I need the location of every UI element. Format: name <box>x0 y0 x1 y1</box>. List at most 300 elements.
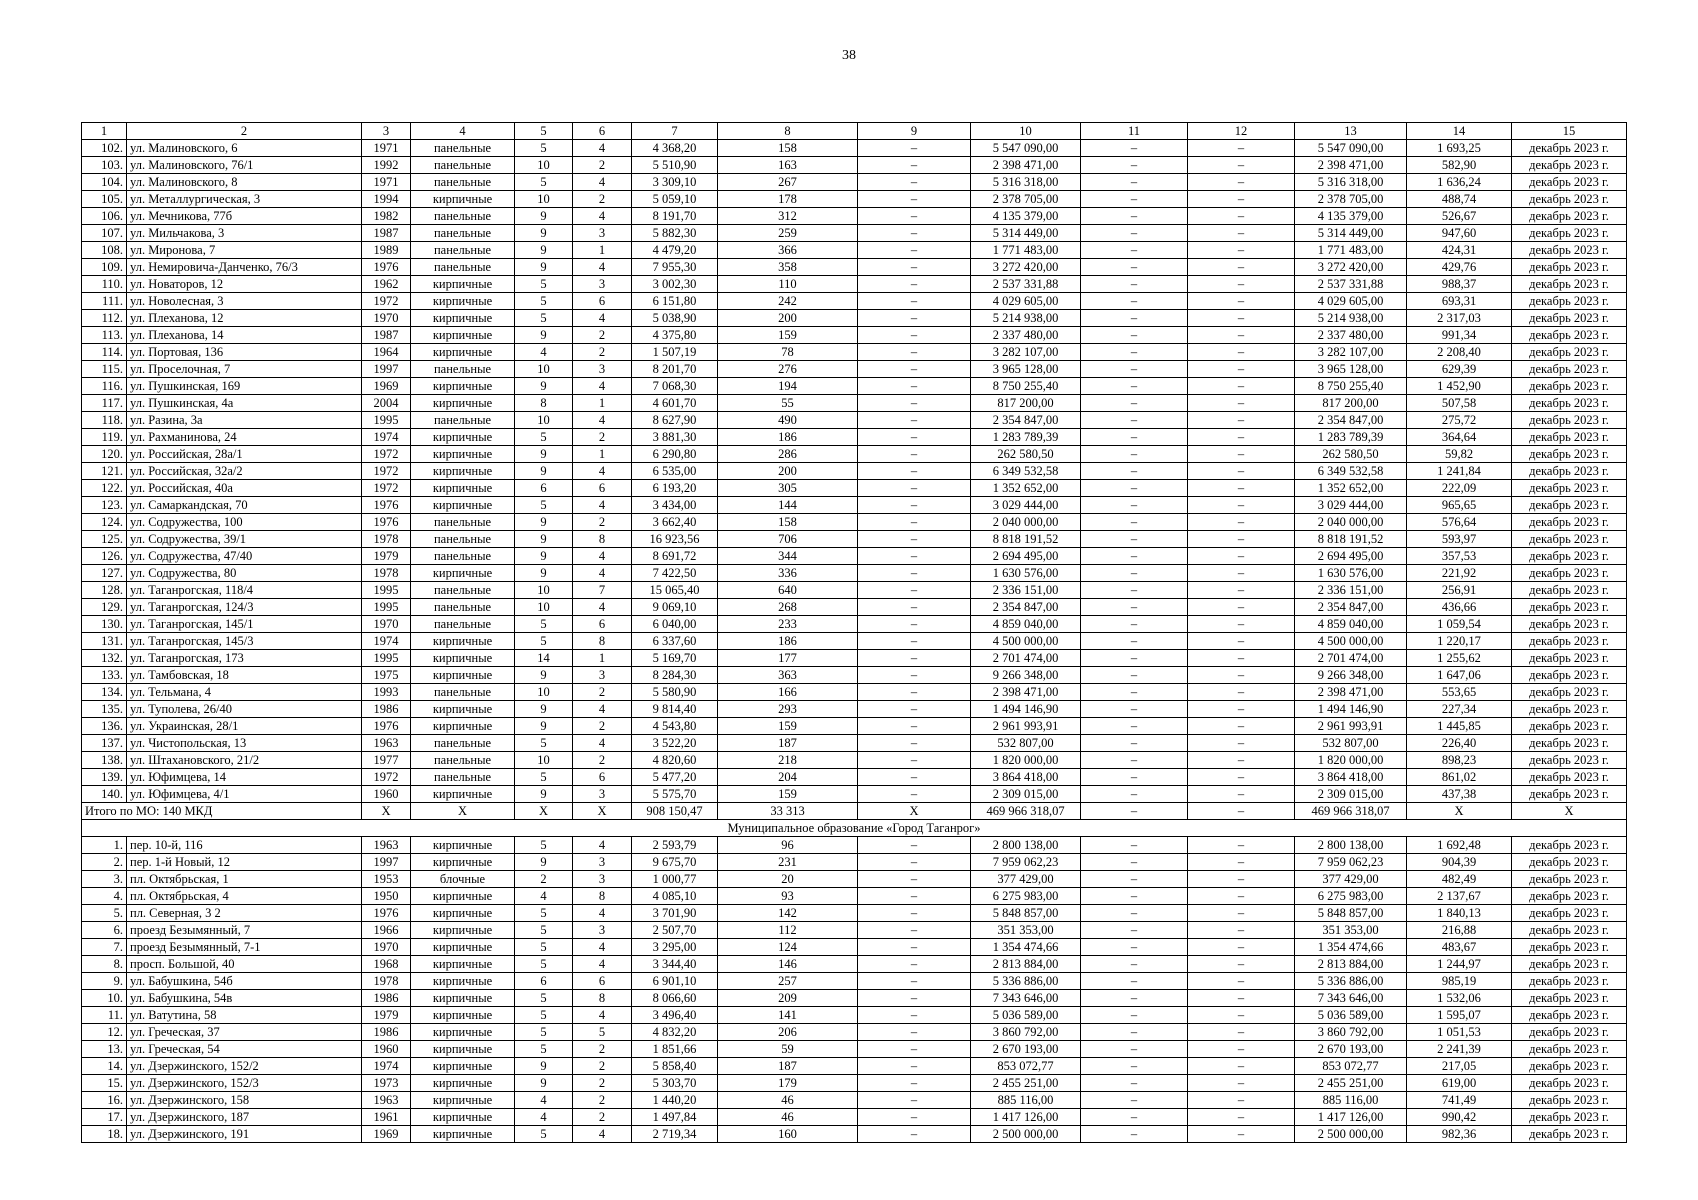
col-12-cell: – <box>1188 667 1295 684</box>
total-cost-cell: 5 316 318,00 <box>971 174 1081 191</box>
completion-date-cell: декабрь 2023 г. <box>1512 327 1627 344</box>
column-number-cell: 13 <box>1295 123 1407 140</box>
total-cost-cell: 1 771 483,00 <box>971 242 1081 259</box>
unit-cost-cell: 1 840,13 <box>1407 905 1512 922</box>
table-row <box>82 854 1627 871</box>
total-area-cell: 2 719,34 <box>632 1126 718 1143</box>
floors-cell: 10 <box>515 599 573 616</box>
total-area-cell: 8 191,70 <box>632 208 718 225</box>
row-number-cell: 133. <box>82 667 127 684</box>
floors-cell: 9 <box>515 514 573 531</box>
unit-cost-cell: 1 692,48 <box>1407 837 1512 854</box>
fund-cost-cell: 6 275 983,00 <box>1295 888 1407 905</box>
total-area-cell: 8 201,70 <box>632 361 718 378</box>
floors-cell: 5 <box>515 140 573 157</box>
col-11-cell: – <box>1081 310 1188 327</box>
address-cell: ул. Немировича-Данченко, 76/3 <box>127 259 362 276</box>
col-12-cell: – <box>1188 633 1295 650</box>
residents-cell: 141 <box>718 1007 858 1024</box>
total-cost-cell: 2 701 474,00 <box>971 650 1081 667</box>
unit-cost-cell: 1 595,07 <box>1407 1007 1512 1024</box>
col-12-cell: – <box>1188 922 1295 939</box>
wall-material-cell: панельные <box>411 752 515 769</box>
year-built-cell: 1972 <box>362 480 411 497</box>
col-11-cell: – <box>1081 871 1188 888</box>
floors-cell: 4 <box>515 1092 573 1109</box>
entrances-cell: 4 <box>573 599 632 616</box>
wall-material-cell: кирпичные <box>411 786 515 803</box>
fund-cost-cell: 2 670 193,00 <box>1295 1041 1407 1058</box>
fund-cost-cell: 4 135 379,00 <box>1295 208 1407 225</box>
residents-cell: 209 <box>718 990 858 1007</box>
floors-cell: 2 <box>515 871 573 888</box>
wall-material-cell: кирпичные <box>411 1058 515 1075</box>
residents-cell: 187 <box>718 1058 858 1075</box>
table-row <box>82 1041 1627 1058</box>
wall-material-cell: кирпичные <box>411 276 515 293</box>
total-area-cell: 8 627,90 <box>632 412 718 429</box>
col-9-cell: – <box>858 480 971 497</box>
year-built-cell: 1976 <box>362 497 411 514</box>
wall-material-cell: кирпичные <box>411 905 515 922</box>
col-12-cell: – <box>1188 548 1295 565</box>
completion-date-cell: декабрь 2023 г. <box>1512 1058 1627 1075</box>
wall-material-cell: панельные <box>411 225 515 242</box>
floors-cell: 9 <box>515 208 573 225</box>
entrances-cell: 2 <box>573 1041 632 1058</box>
year-built-cell: 1972 <box>362 446 411 463</box>
total-area-cell: 7 422,50 <box>632 565 718 582</box>
table-row <box>82 480 1627 497</box>
floors-cell: 9 <box>515 1058 573 1075</box>
col-11-cell: – <box>1081 208 1188 225</box>
floors-cell: 10 <box>515 684 573 701</box>
col-12-cell: – <box>1188 514 1295 531</box>
total-area-cell: 15 065,40 <box>632 582 718 599</box>
table-row <box>82 1109 1627 1126</box>
total-cost-cell: 8 750 255,40 <box>971 378 1081 395</box>
address-cell: ул. Дзержинского, 152/3 <box>127 1075 362 1092</box>
floors-cell: 9 <box>515 531 573 548</box>
col-12-cell: – <box>1188 888 1295 905</box>
column-number-cell: 6 <box>573 123 632 140</box>
year-built-cell: 1978 <box>362 531 411 548</box>
address-cell: ул. Дзержинского, 152/2 <box>127 1058 362 1075</box>
completion-date-cell: декабрь 2023 г. <box>1512 684 1627 701</box>
year-built-cell: 1978 <box>362 565 411 582</box>
floors-cell: 4 <box>515 344 573 361</box>
year-built-cell: 1970 <box>362 616 411 633</box>
col-9-cell: – <box>858 565 971 582</box>
entrances-cell: 2 <box>573 191 632 208</box>
total-cost-cell: 3 860 792,00 <box>971 1024 1081 1041</box>
completion-date-cell: декабрь 2023 г. <box>1512 361 1627 378</box>
total-cost-cell: 1 417 126,00 <box>971 1109 1081 1126</box>
entrances-cell: 4 <box>573 497 632 514</box>
floors-cell: 5 <box>515 1024 573 1041</box>
completion-date-cell: декабрь 2023 г. <box>1512 140 1627 157</box>
col-9-cell: – <box>858 701 971 718</box>
total-cost-cell: 1 494 146,90 <box>971 701 1081 718</box>
year-built-cell: 1970 <box>362 310 411 327</box>
col-9-cell: – <box>858 1109 971 1126</box>
wall-material-cell: кирпичные <box>411 480 515 497</box>
col-12-cell: – <box>1188 1075 1295 1092</box>
unit-cost-cell: 619,00 <box>1407 1075 1512 1092</box>
col-11-cell: – <box>1081 242 1188 259</box>
completion-date-cell: декабрь 2023 г. <box>1512 1092 1627 1109</box>
col-9-cell: – <box>858 769 971 786</box>
row-number-cell: 17. <box>82 1109 127 1126</box>
entrances-cell: 1 <box>573 446 632 463</box>
wall-material-cell: кирпичные <box>411 701 515 718</box>
wall-material-cell: кирпичные <box>411 956 515 973</box>
residents-cell: 146 <box>718 956 858 973</box>
col-12-cell: – <box>1188 565 1295 582</box>
address-cell: ул. Мильчакова, 3 <box>127 225 362 242</box>
total-cost-cell: 2 500 000,00 <box>971 1126 1081 1143</box>
table-row <box>82 718 1627 735</box>
fund-cost-cell: 1 771 483,00 <box>1295 242 1407 259</box>
wall-material-cell: кирпичные <box>411 327 515 344</box>
unit-cost-cell: 2 208,40 <box>1407 344 1512 361</box>
address-cell: ул. Юфимцева, 14 <box>127 769 362 786</box>
table-row <box>82 310 1627 327</box>
completion-date-cell: декабрь 2023 г. <box>1512 871 1627 888</box>
address-cell: ул. Туполева, 26/40 <box>127 701 362 718</box>
floors-cell: 5 <box>515 922 573 939</box>
col-9-cell: – <box>858 1007 971 1024</box>
col-12-cell: – <box>1188 582 1295 599</box>
row-number-cell: 130. <box>82 616 127 633</box>
total-value-cell: 908 150,47 <box>632 803 718 820</box>
wall-material-cell: панельные <box>411 174 515 191</box>
completion-date-cell: декабрь 2023 г. <box>1512 939 1627 956</box>
residents-cell: 55 <box>718 395 858 412</box>
fund-cost-cell: 2 309 015,00 <box>1295 786 1407 803</box>
fund-cost-cell: 4 029 605,00 <box>1295 293 1407 310</box>
fund-cost-cell: 2 961 993,91 <box>1295 718 1407 735</box>
completion-date-cell: декабрь 2023 г. <box>1512 837 1627 854</box>
residents-cell: 158 <box>718 514 858 531</box>
col-12-cell: – <box>1188 378 1295 395</box>
year-built-cell: 1992 <box>362 157 411 174</box>
col-9-cell: – <box>858 1126 971 1143</box>
fund-cost-cell: 1 354 474,66 <box>1295 939 1407 956</box>
col-11-cell: – <box>1081 259 1188 276</box>
fund-cost-cell: 2 337 480,00 <box>1295 327 1407 344</box>
col-12-cell: – <box>1188 837 1295 854</box>
col-11-cell: – <box>1081 395 1188 412</box>
unit-cost-cell: 582,90 <box>1407 157 1512 174</box>
col-12-cell: – <box>1188 446 1295 463</box>
completion-date-cell: декабрь 2023 г. <box>1512 480 1627 497</box>
unit-cost-cell: 982,36 <box>1407 1126 1512 1143</box>
wall-material-cell: панельные <box>411 208 515 225</box>
total-cost-cell: 853 072,77 <box>971 1058 1081 1075</box>
row-number-cell: 131. <box>82 633 127 650</box>
fund-cost-cell: 3 860 792,00 <box>1295 1024 1407 1041</box>
fund-cost-cell: 351 353,00 <box>1295 922 1407 939</box>
total-value-cell: Х <box>573 803 632 820</box>
address-cell: проезд Безымянный, 7-1 <box>127 939 362 956</box>
wall-material-cell: кирпичные <box>411 1092 515 1109</box>
year-built-cell: 1986 <box>362 701 411 718</box>
entrances-cell: 8 <box>573 531 632 548</box>
fund-cost-cell: 2 694 495,00 <box>1295 548 1407 565</box>
address-cell: ул. Российская, 32а/2 <box>127 463 362 480</box>
entrances-cell: 3 <box>573 361 632 378</box>
unit-cost-cell: 1 532,06 <box>1407 990 1512 1007</box>
col-11-cell: – <box>1081 854 1188 871</box>
address-cell: просп. Большой, 40 <box>127 956 362 973</box>
table-row <box>82 276 1627 293</box>
wall-material-cell: кирпичные <box>411 1109 515 1126</box>
total-cost-cell: 4 135 379,00 <box>971 208 1081 225</box>
completion-date-cell: декабрь 2023 г. <box>1512 276 1627 293</box>
address-cell: ул. Новаторов, 12 <box>127 276 362 293</box>
document-sheet <box>81 122 1626 1143</box>
total-value-cell: – <box>1188 803 1295 820</box>
col-11-cell: – <box>1081 293 1188 310</box>
total-area-cell: 7 955,30 <box>632 259 718 276</box>
table-row <box>82 633 1627 650</box>
year-built-cell: 1997 <box>362 854 411 871</box>
floors-cell: 10 <box>515 157 573 174</box>
year-built-cell: 1969 <box>362 1126 411 1143</box>
residents-cell: 276 <box>718 361 858 378</box>
total-area-cell: 3 522,20 <box>632 735 718 752</box>
completion-date-cell: декабрь 2023 г. <box>1512 990 1627 1007</box>
wall-material-cell: панельные <box>411 616 515 633</box>
row-number-cell: 9. <box>82 973 127 990</box>
col-12-cell: – <box>1188 293 1295 310</box>
fund-cost-cell: 2 354 847,00 <box>1295 412 1407 429</box>
entrances-cell: 2 <box>573 1075 632 1092</box>
floors-cell: 4 <box>515 1109 573 1126</box>
total-value-cell: Х <box>362 803 411 820</box>
floors-cell: 5 <box>515 837 573 854</box>
table-row <box>82 650 1627 667</box>
wall-material-cell: кирпичные <box>411 378 515 395</box>
wall-material-cell: кирпичные <box>411 939 515 956</box>
entrances-cell: 4 <box>573 956 632 973</box>
year-built-cell: 1995 <box>362 650 411 667</box>
column-number-cell: 11 <box>1081 123 1188 140</box>
completion-date-cell: декабрь 2023 г. <box>1512 565 1627 582</box>
wall-material-cell: панельные <box>411 531 515 548</box>
floors-cell: 9 <box>515 565 573 582</box>
entrances-cell: 7 <box>573 582 632 599</box>
floors-cell: 5 <box>515 905 573 922</box>
completion-date-cell: декабрь 2023 г. <box>1512 1007 1627 1024</box>
wall-material-cell: кирпичные <box>411 922 515 939</box>
col-12-cell: – <box>1188 871 1295 888</box>
address-cell: ул. Российская, 40а <box>127 480 362 497</box>
entrances-cell: 4 <box>573 939 632 956</box>
address-cell: ул. Плеханова, 14 <box>127 327 362 344</box>
residents-cell: 259 <box>718 225 858 242</box>
completion-date-cell: декабрь 2023 г. <box>1512 616 1627 633</box>
total-cost-cell: 2 398 471,00 <box>971 684 1081 701</box>
entrances-cell: 8 <box>573 990 632 1007</box>
wall-material-cell: панельные <box>411 514 515 531</box>
col-12-cell: – <box>1188 718 1295 735</box>
address-cell: ул. Дзержинского, 191 <box>127 1126 362 1143</box>
col-9-cell: – <box>858 259 971 276</box>
fund-cost-cell: 3 029 444,00 <box>1295 497 1407 514</box>
address-cell: ул. Миронова, 7 <box>127 242 362 259</box>
col-12-cell: – <box>1188 242 1295 259</box>
table-row <box>82 769 1627 786</box>
row-number-cell: 110. <box>82 276 127 293</box>
entrances-cell: 2 <box>573 344 632 361</box>
residents-cell: 200 <box>718 310 858 327</box>
col-11-cell: – <box>1081 701 1188 718</box>
address-cell: ул. Чистопольская, 13 <box>127 735 362 752</box>
address-cell: ул. Пушкинская, 4а <box>127 395 362 412</box>
entrances-cell: 5 <box>573 1024 632 1041</box>
total-cost-cell: 1 283 789,39 <box>971 429 1081 446</box>
residents-cell: 267 <box>718 174 858 191</box>
col-9-cell: – <box>858 497 971 514</box>
total-area-cell: 6 337,60 <box>632 633 718 650</box>
col-11-cell: – <box>1081 174 1188 191</box>
total-cost-cell: 885 116,00 <box>971 1092 1081 1109</box>
unit-cost-cell: 553,65 <box>1407 684 1512 701</box>
wall-material-cell: кирпичные <box>411 446 515 463</box>
row-number-cell: 116. <box>82 378 127 395</box>
col-9-cell: – <box>858 752 971 769</box>
entrances-cell: 1 <box>573 395 632 412</box>
unit-cost-cell: 991,34 <box>1407 327 1512 344</box>
row-number-cell: 12. <box>82 1024 127 1041</box>
col-9-cell: – <box>858 157 971 174</box>
completion-date-cell: декабрь 2023 г. <box>1512 497 1627 514</box>
year-built-cell: 1986 <box>362 1024 411 1041</box>
col-12-cell: – <box>1188 497 1295 514</box>
unit-cost-cell: 1 051,53 <box>1407 1024 1512 1041</box>
total-value-cell: 33 313 <box>718 803 858 820</box>
fund-cost-cell: 1 820 000,00 <box>1295 752 1407 769</box>
year-built-cell: 1974 <box>362 1058 411 1075</box>
unit-cost-cell: 2 241,39 <box>1407 1041 1512 1058</box>
entrances-cell: 4 <box>573 208 632 225</box>
table-row <box>82 1126 1627 1143</box>
wall-material-cell: кирпичные <box>411 565 515 582</box>
col-12-cell: – <box>1188 752 1295 769</box>
floors-cell: 5 <box>515 276 573 293</box>
total-cost-cell: 2 670 193,00 <box>971 1041 1081 1058</box>
col-12-cell: – <box>1188 684 1295 701</box>
entrances-cell: 4 <box>573 701 632 718</box>
total-area-cell: 1 000,77 <box>632 871 718 888</box>
row-number-cell: 111. <box>82 293 127 310</box>
total-area-cell: 4 820,60 <box>632 752 718 769</box>
total-area-cell: 3 662,40 <box>632 514 718 531</box>
col-11-cell: – <box>1081 463 1188 480</box>
row-number-cell: 122. <box>82 480 127 497</box>
year-built-cell: 1969 <box>362 378 411 395</box>
total-value-cell: Х <box>858 803 971 820</box>
entrances-cell: 2 <box>573 514 632 531</box>
total-area-cell: 1 497,84 <box>632 1109 718 1126</box>
floors-cell: 5 <box>515 633 573 650</box>
year-built-cell: 1960 <box>362 786 411 803</box>
col-12-cell: – <box>1188 769 1295 786</box>
fund-cost-cell: 5 314 449,00 <box>1295 225 1407 242</box>
completion-date-cell: декабрь 2023 г. <box>1512 225 1627 242</box>
col-9-cell: – <box>858 140 971 157</box>
year-built-cell: 1979 <box>362 1007 411 1024</box>
col-11-cell: – <box>1081 344 1188 361</box>
table-row <box>82 191 1627 208</box>
unit-cost-cell: 482,49 <box>1407 871 1512 888</box>
col-9-cell: – <box>858 310 971 327</box>
fund-cost-cell: 2 378 705,00 <box>1295 191 1407 208</box>
column-number-cell: 14 <box>1407 123 1512 140</box>
year-built-cell: 1976 <box>362 259 411 276</box>
row-number-cell: 102. <box>82 140 127 157</box>
year-built-cell: 1966 <box>362 922 411 939</box>
total-area-cell: 8 284,30 <box>632 667 718 684</box>
row-number-cell: 128. <box>82 582 127 599</box>
floors-cell: 9 <box>515 446 573 463</box>
completion-date-cell: декабрь 2023 г. <box>1512 650 1627 667</box>
col-11-cell: – <box>1081 276 1188 293</box>
floors-cell: 6 <box>515 973 573 990</box>
table-row <box>82 446 1627 463</box>
entrances-cell: 3 <box>573 871 632 888</box>
col-11-cell: – <box>1081 429 1188 446</box>
floors-cell: 5 <box>515 616 573 633</box>
address-cell: ул. Портовая, 136 <box>127 344 362 361</box>
col-12-cell: – <box>1188 956 1295 973</box>
year-built-cell: 1995 <box>362 412 411 429</box>
completion-date-cell: декабрь 2023 г. <box>1512 888 1627 905</box>
residents-cell: 257 <box>718 973 858 990</box>
address-cell: ул. Таганрогская, 145/1 <box>127 616 362 633</box>
fund-cost-cell: 2 040 000,00 <box>1295 514 1407 531</box>
year-built-cell: 1974 <box>362 633 411 650</box>
table-row <box>82 786 1627 803</box>
col-9-cell: – <box>858 1024 971 1041</box>
entrances-cell: 2 <box>573 429 632 446</box>
wall-material-cell: панельные <box>411 361 515 378</box>
col-12-cell: – <box>1188 191 1295 208</box>
completion-date-cell: декабрь 2023 г. <box>1512 752 1627 769</box>
residents-cell: 158 <box>718 140 858 157</box>
wall-material-cell: кирпичные <box>411 973 515 990</box>
year-built-cell: 1972 <box>362 463 411 480</box>
table-row <box>82 599 1627 616</box>
table-row <box>82 395 1627 412</box>
entrances-cell: 4 <box>573 565 632 582</box>
col-11-cell: – <box>1081 378 1188 395</box>
row-number-cell: 139. <box>82 769 127 786</box>
total-area-cell: 6 040,00 <box>632 616 718 633</box>
address-cell: ул. Малиновского, 6 <box>127 140 362 157</box>
row-number-cell: 124. <box>82 514 127 531</box>
col-9-cell: – <box>858 718 971 735</box>
row-number-cell: 6. <box>82 922 127 939</box>
col-9-cell: – <box>858 650 971 667</box>
unit-cost-cell: 965,65 <box>1407 497 1512 514</box>
residents-cell: 358 <box>718 259 858 276</box>
col-12-cell: – <box>1188 701 1295 718</box>
wall-material-cell: панельные <box>411 769 515 786</box>
fund-cost-cell: 1 352 652,00 <box>1295 480 1407 497</box>
